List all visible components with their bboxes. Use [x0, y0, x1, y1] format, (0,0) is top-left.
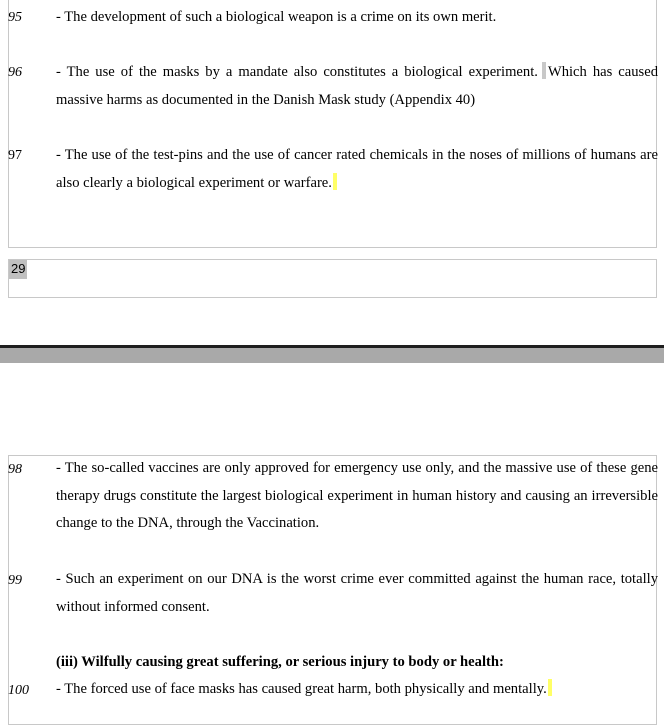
paragraph-text[interactable]: [56, 676, 658, 704]
document-page-bottom: [0, 363, 664, 706]
paragraph-number: 95: [8, 10, 22, 25]
document-page-top: [0, 0, 664, 345]
paragraph-text[interactable]: [56, 566, 658, 621]
paragraph-text-content: - The use of the test-pins and the use of cancer rated chemicals in the noses of millions of humans are also clearly a biological experiment or warfare.: [56, 147, 658, 191]
page-gap: [0, 345, 664, 363]
paragraph-number: 99: [8, 573, 22, 588]
tracked-change-marker: [542, 62, 546, 79]
paragraph-text[interactable]: [56, 4, 658, 32]
paragraph-text[interactable]: [56, 59, 658, 114]
paragraph-text-content: - Such an experiment on our DNA is the worst crime ever committed against the human race, totally without informed consent.: [56, 571, 658, 615]
section-heading[interactable]: [56, 649, 658, 677]
paragraph-text-content: - The development of such a biological weapon is a crime on its own merit.: [56, 9, 497, 25]
paragraph-text-content: - The so-called vaccines are only approved for emergency use only, and the massive use of these gene therapy drugs constitute the largest biological experiment in human history and causing an irreversible change to the DNA, through the Vaccination.: [56, 460, 658, 531]
page-number[interactable]: 29: [9, 260, 27, 279]
paragraph-text-content: Which has caused massive harms as documented in the Danish Mask study (Appendix 40): [56, 64, 659, 108]
paragraph-number: 98: [8, 462, 22, 477]
paragraph-number: 100: [8, 683, 29, 698]
text-cursor: [548, 679, 552, 696]
paragraph-text-content: - The use of the masks by a mandate also constitutes a biological experiment.: [56, 64, 538, 80]
text-frame-top: [8, 0, 657, 248]
section-heading-text: (iii) Wilfully causing great suffering, or serious injury to body or health:: [56, 654, 504, 670]
paragraph-text[interactable]: [56, 455, 658, 538]
page-footer: [8, 259, 657, 298]
paragraph-number: 97: [8, 148, 22, 163]
paragraph-number: 96: [8, 65, 22, 80]
text-cursor: [333, 173, 337, 190]
paragraph-text-content: - The forced use of face masks has caused great harm, both physically and mentally.: [56, 681, 547, 697]
paragraph-text[interactable]: [56, 142, 658, 197]
